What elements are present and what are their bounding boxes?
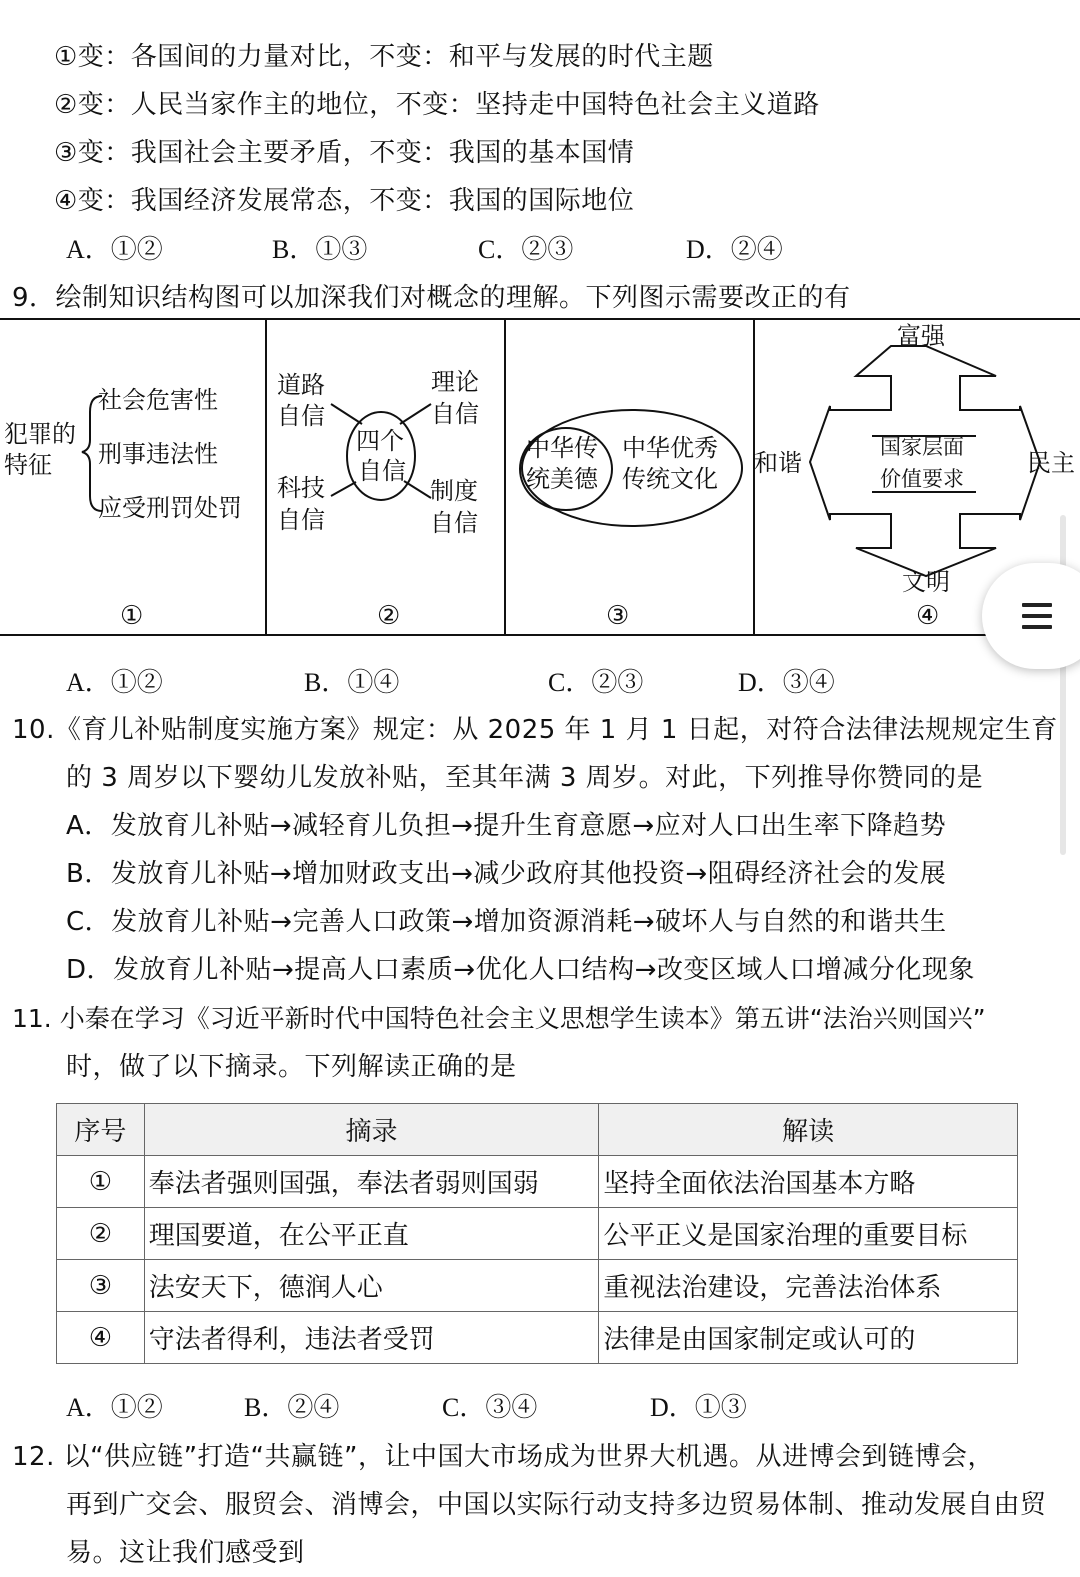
d4-left: 和谐 bbox=[754, 449, 802, 477]
menu-button[interactable] bbox=[982, 563, 1080, 669]
table-row bbox=[57, 1260, 1018, 1312]
q12-stem-line-1: 12. 以“供应链”打造“共赢链”，让中国大市场成为世界大机遇。从进博会到链博会， bbox=[12, 1442, 994, 1472]
table-cell-index: ① bbox=[57, 1156, 145, 1208]
q10-stem-line-1: 10.《育儿补贴制度实施方案》规定：从 2025 年 1 月 1 日起，对符合法律法规规定生育 bbox=[12, 715, 1058, 745]
q11-stem-line-2: 时，做了以下摘录。下列解读正确的是 bbox=[66, 1052, 517, 1082]
d4-center-1: 国家层面 bbox=[880, 435, 964, 459]
q8-item-3: ③变：我国社会主要矛盾，不变：我国的基本国情 bbox=[54, 138, 635, 168]
d4-bottom: 文明 bbox=[902, 568, 950, 596]
table-header-excerpt: 摘录 bbox=[144, 1104, 599, 1156]
d4-top: 富强 bbox=[897, 322, 945, 350]
q10-option-d: D．发放育儿补贴→提高人口素质→优化人口结构→改变区域人口增减分化现象 bbox=[66, 955, 975, 985]
q8-item-1: ①变：各国间的力量对比，不变：和平与发展的时代主题 bbox=[54, 42, 714, 72]
table-header-interpretation: 解读 bbox=[599, 1104, 1018, 1156]
d4-center-2: 价值要求 bbox=[880, 467, 964, 491]
menu-icon-line bbox=[1022, 625, 1052, 629]
d1-left-2: 特征 bbox=[4, 451, 52, 479]
table-cell-interpretation: 重视法治建设，完善法治体系 bbox=[599, 1260, 1018, 1312]
q12-stem-line-2: 再到广交会、服贸会、消博会，中国以实际行动支持多边贸易体制、推动发展自由贸 bbox=[66, 1490, 1047, 1520]
d2-center-circle bbox=[347, 412, 415, 500]
q8-option-d: D．②④ bbox=[686, 235, 783, 264]
q10-option-c: C．发放育儿补贴→完善人口政策→增加资源消耗→破坏人与自然的和谐共生 bbox=[66, 907, 947, 937]
table-row bbox=[57, 1156, 1018, 1208]
q9-option-b: B．①④ bbox=[304, 668, 400, 697]
q10-option-a: A．发放育儿补贴→减轻育儿负担→提升生育意愿→应对人口出生率下降趋势 bbox=[66, 811, 947, 841]
d2-tl-2: 自信 bbox=[277, 402, 325, 430]
d1-number: ① bbox=[120, 601, 144, 631]
d1-item-1: 社会危害性 bbox=[98, 386, 218, 414]
q10-stem-line-2: 的 3 周岁以下婴幼儿发放补贴，至其年满 3 周岁。对此，下列推导你赞同的是 bbox=[66, 763, 984, 793]
q11-option-c: C．③④ bbox=[442, 1393, 538, 1422]
table-cell-index: ② bbox=[57, 1208, 145, 1260]
table-cell-interpretation: 法律是由国家制定或认可的 bbox=[599, 1312, 1018, 1364]
d3-outer-2: 传统文化 bbox=[622, 465, 718, 493]
table-cell-excerpt: 守法者得利，违法者受罚 bbox=[144, 1312, 599, 1364]
table-cell-interpretation: 公平正义是国家治理的重要目标 bbox=[599, 1208, 1018, 1260]
table-row bbox=[57, 1312, 1018, 1364]
d3-number: ③ bbox=[606, 601, 630, 631]
q9-option-c: C．②③ bbox=[548, 668, 644, 697]
q10-option-b: B．发放育儿补贴→增加财政支出→减少政府其他投资→阻碍经济社会的发展 bbox=[66, 859, 947, 889]
table-header-index: 序号 bbox=[57, 1104, 145, 1156]
q8-option-a: A．①② bbox=[66, 235, 163, 264]
d3-inner-1: 中华传 bbox=[526, 434, 598, 462]
q11-option-b: B．②④ bbox=[244, 1393, 340, 1422]
d3-inner-2: 统美德 bbox=[526, 465, 598, 493]
q9-stem: 9．绘制知识结构图可以加深我们对概念的理解。下列图示需要改正的有 bbox=[12, 283, 851, 313]
q8-item-4: ④变：我国经济发展常态，不变：我国的国际地位 bbox=[54, 186, 635, 216]
d2-bl-2: 自信 bbox=[277, 506, 325, 534]
diagram-3-culture bbox=[520, 410, 742, 631]
table-cell-excerpt: 法安天下，德润人心 bbox=[144, 1260, 599, 1312]
table-cell-index: ③ bbox=[57, 1260, 145, 1312]
table-cell-index: ④ bbox=[57, 1312, 145, 1364]
table-cell-interpretation: 坚持全面依法治国基本方略 bbox=[599, 1156, 1018, 1208]
d2-number: ② bbox=[377, 601, 401, 631]
table-header-row bbox=[57, 1104, 1018, 1156]
d4-number: ④ bbox=[916, 601, 940, 631]
d1-item-3: 应受刑罚处罚 bbox=[98, 494, 242, 522]
q9-option-d: D．③④ bbox=[738, 668, 835, 697]
table-cell-excerpt: 理国要道，在公平正直 bbox=[144, 1208, 599, 1260]
d1-item-2: 刑事违法性 bbox=[98, 440, 218, 468]
d2-br-2: 自信 bbox=[430, 509, 478, 537]
d2-tl-1: 道路 bbox=[277, 371, 325, 399]
diagram-2-confidence bbox=[277, 368, 479, 631]
q11-excerpt-table bbox=[56, 1103, 1018, 1364]
q9-option-a: A．①② bbox=[66, 668, 163, 697]
d3-outer-1: 中华优秀 bbox=[622, 434, 718, 462]
d1-left-1: 犯罪的 bbox=[4, 420, 76, 448]
menu-icon bbox=[1022, 603, 1052, 607]
q8-item-2: ②变：人民当家作主的地位，不变：坚持走中国特色社会主义道路 bbox=[54, 90, 820, 120]
d2-br-1: 制度 bbox=[430, 477, 478, 505]
q8-option-c: C．②③ bbox=[478, 235, 574, 264]
q8-option-b: B．①③ bbox=[272, 235, 368, 264]
d4-right: 民主 bbox=[1027, 449, 1075, 477]
q11-option-a: A．①② bbox=[66, 1393, 163, 1422]
q11-stem-line-1: 11. 小秦在学习《习近平新时代中国特色社会主义思想学生读本》第五讲“法治兴则国兴” bbox=[12, 1004, 986, 1033]
d4-cross-arrow bbox=[810, 346, 1040, 576]
d2-center-1: 四个 bbox=[356, 427, 404, 455]
d2-tr-2: 自信 bbox=[431, 400, 479, 428]
table-cell-excerpt: 奉法者强则国强，奉法者弱则国弱 bbox=[144, 1156, 599, 1208]
table-row bbox=[57, 1208, 1018, 1260]
menu-icon-line bbox=[1022, 614, 1052, 618]
d2-center-2: 自信 bbox=[358, 457, 406, 485]
q12-stem-line-3: 易。这让我们感受到 bbox=[66, 1538, 305, 1568]
d2-bl-1: 科技 bbox=[277, 474, 325, 502]
q11-option-d: D．①③ bbox=[650, 1393, 747, 1422]
d2-tr-1: 理论 bbox=[431, 368, 479, 396]
q9-diagram bbox=[0, 316, 1080, 638]
diagram-1-crime bbox=[4, 386, 242, 631]
